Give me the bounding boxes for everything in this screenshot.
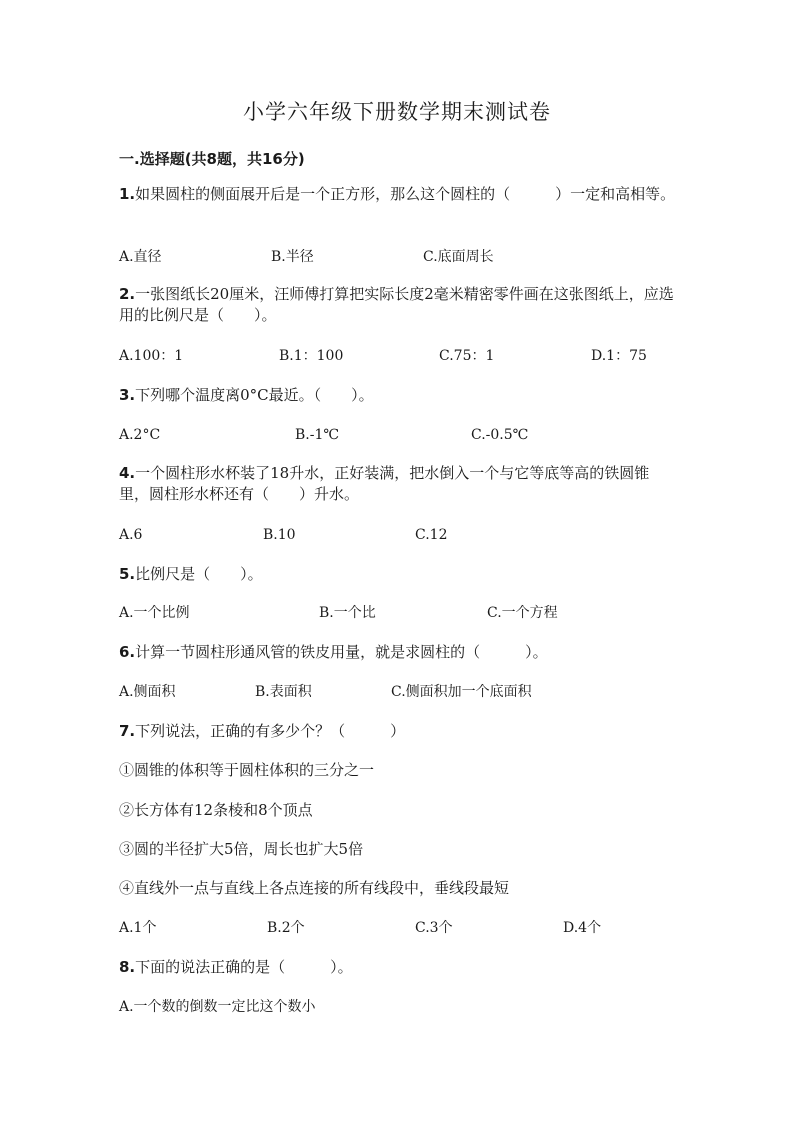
question-7 bbox=[119, 721, 679, 742]
question-4 bbox=[119, 463, 679, 505]
option-c: C.侧面积加一个底面积 bbox=[391, 684, 532, 700]
question-text: 一张图纸长20厘米，汪师傅打算把实际长度2毫米精密零件画在这张图纸上，应选用的比例尺是（ ）。 bbox=[119, 285, 674, 324]
question-1 bbox=[119, 184, 679, 205]
question-number: 2. bbox=[119, 285, 136, 303]
option-a: A.一个比例 bbox=[119, 605, 190, 621]
page-title: 小学六年级下册数学期末测试卷 bbox=[243, 100, 551, 124]
question-3 bbox=[119, 385, 679, 406]
statement-3: ③圆的半径扩大5倍，周长也扩大5倍 bbox=[119, 840, 364, 858]
statement-2: ②长方体有12条棱和8个顶点 bbox=[119, 801, 313, 819]
option-a: A.2°C bbox=[119, 427, 161, 443]
option-a: A.直径 bbox=[119, 249, 162, 265]
question-text: 下面的说法正确的是（ ）。 bbox=[135, 958, 353, 976]
question-number: 7. bbox=[119, 722, 136, 740]
option-a: A.侧面积 bbox=[119, 684, 176, 700]
option-b: B.10 bbox=[263, 527, 296, 543]
option-c: C.12 bbox=[415, 527, 448, 543]
question-number: 4. bbox=[119, 464, 136, 482]
question-5 bbox=[119, 564, 679, 585]
question-number: 6. bbox=[119, 643, 136, 661]
option-b: B.-1℃ bbox=[295, 427, 340, 443]
question-number: 1. bbox=[119, 185, 136, 203]
statement-1: ①圆锥的体积等于圆柱体积的三分之一 bbox=[119, 761, 375, 779]
question-2 bbox=[119, 284, 679, 326]
question-text: 下列哪个温度离0°C最近。（ ）。 bbox=[135, 386, 374, 404]
question-6 bbox=[119, 642, 679, 663]
option-c: C.75：1 bbox=[439, 348, 495, 364]
question-text: 计算一节圆柱形通风管的铁皮用量，就是求圆柱的（ ）。 bbox=[135, 643, 548, 661]
option-b: B.表面积 bbox=[255, 684, 312, 700]
option-c: C.3个 bbox=[415, 920, 453, 936]
option-a: A.6 bbox=[119, 527, 143, 543]
question-number: 3. bbox=[119, 386, 136, 404]
option-b: B.1：100 bbox=[279, 348, 344, 364]
option-d: D.4个 bbox=[563, 920, 602, 936]
option-c: C.-0.5℃ bbox=[471, 427, 529, 443]
option-c: C.一个方程 bbox=[487, 605, 558, 621]
question-text: 下列说法，正确的有多少个？（ ） bbox=[135, 722, 406, 740]
option-c: C.底面周长 bbox=[423, 249, 494, 265]
option-a: A.一个数的倒数一定比这个数小 bbox=[119, 999, 316, 1015]
question-text: 一个圆柱形水杯装了18升水，正好装满，把水倒入一个与它等底等高的铁圆锥里，圆柱形水杯还有（ ）升水。 bbox=[119, 464, 650, 503]
question-number: 5. bbox=[119, 565, 136, 583]
question-number: 8. bbox=[119, 958, 136, 976]
statement-4: ④直线外一点与直线上各点连接的所有线段中，垂线段最短 bbox=[119, 879, 510, 897]
option-b: B.半径 bbox=[271, 249, 314, 265]
question-text: 比例尺是（ ）。 bbox=[135, 565, 263, 583]
question-text: 如果圆柱的侧面展开后是一个正方形，那么这个圆柱的（ ）一定和高相等。 bbox=[135, 185, 676, 203]
option-a: A.100：1 bbox=[119, 348, 184, 364]
option-b: B.一个比 bbox=[319, 605, 376, 621]
option-a: A.1个 bbox=[119, 920, 157, 936]
section-heading: 一.选择题(共8题，共16分) bbox=[119, 150, 305, 168]
question-8 bbox=[119, 957, 679, 978]
option-d: D.1：75 bbox=[591, 348, 647, 364]
option-b: B.2个 bbox=[267, 920, 305, 936]
